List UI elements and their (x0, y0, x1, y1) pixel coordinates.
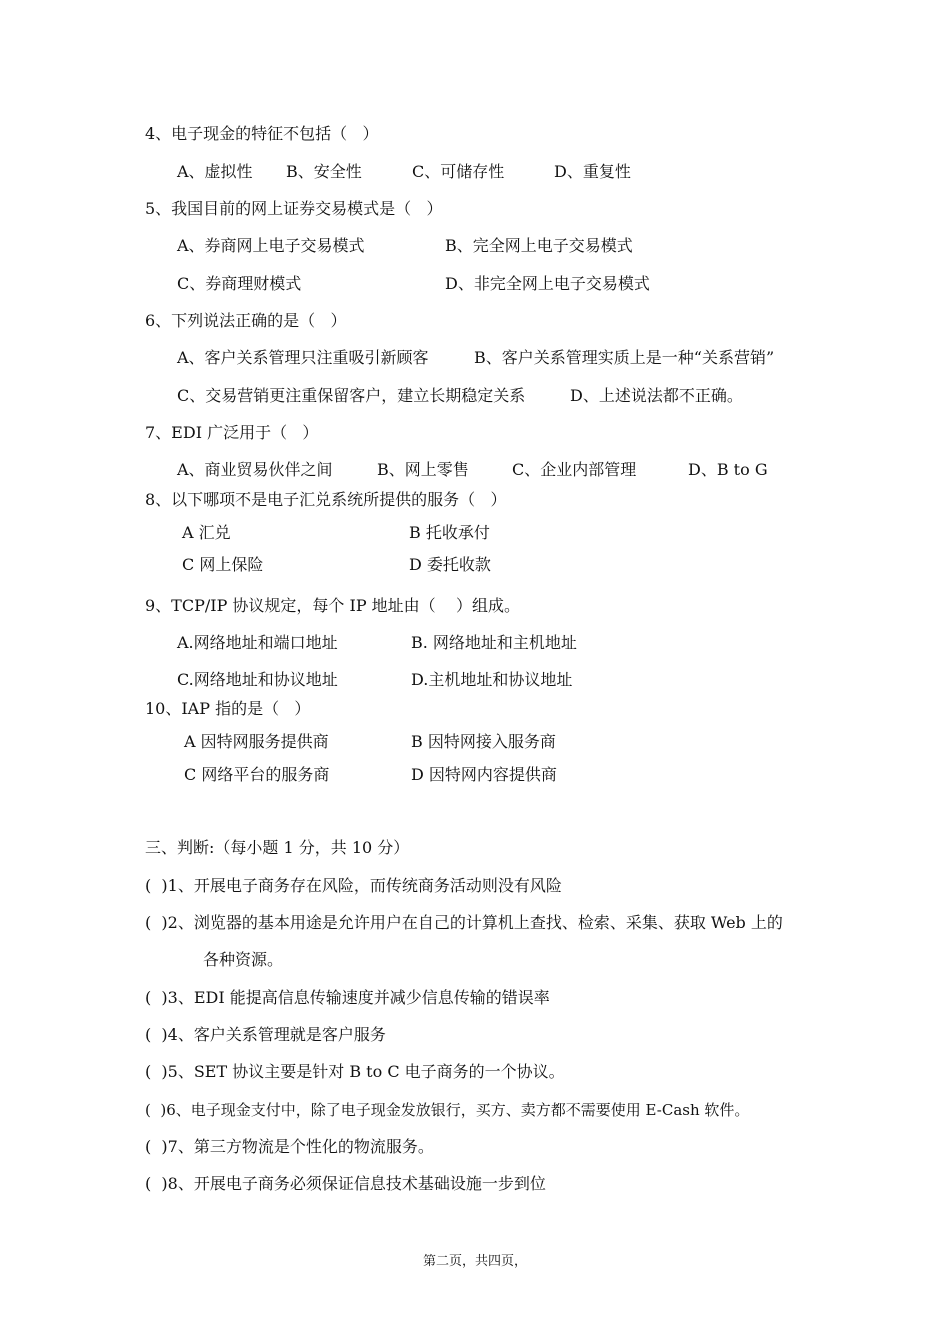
question-7-option-c: C、企业内部管理 (512, 460, 637, 479)
question-7-option-d: D、B to G (688, 460, 768, 479)
question-9-option-d: D.主机地址和协议地址 (411, 670, 573, 689)
question-9-option-b: B. 网络地址和主机地址 (411, 633, 577, 652)
question-10-option-c: C 网络平台的服务商 (184, 765, 330, 784)
question-8-option-b: B 托收承付 (409, 523, 490, 542)
question-4-stem: 4、电子现金的特征不包括（ ） (145, 124, 379, 143)
question-9-option-c: C.网络地址和协议地址 (177, 670, 338, 689)
question-7-option-a: A、商业贸易伙伴之间 (177, 460, 333, 479)
question-6-option-c: C、交易营销更注重保留客户，建立长期稳定关系 (177, 386, 526, 405)
question-5-stem: 5、我国目前的网上证券交易模式是（ ） (145, 199, 443, 218)
question-5-option-c: C、券商理财模式 (177, 274, 302, 293)
judgment-item-2: ( )2、浏览器的基本用途是允许用户在自己的计算机上查找、检索、采集、获取 Web 上的 (145, 913, 783, 932)
question-4-option-c: C、可储存性 (412, 162, 505, 181)
question-7-stem: 7、EDI 广泛用于（ ） (145, 423, 319, 442)
question-9-stem: 9、TCP/IP 协议规定，每个 IP 地址由（ ）组成。 (145, 596, 521, 615)
question-6-option-a: A、客户关系管理只注重吸引新顾客 (177, 348, 429, 367)
question-8-option-d: D 委托收款 (409, 555, 491, 574)
question-4-option-b: B、安全性 (286, 162, 362, 181)
question-6-option-d: D、上述说法都不正确。 (570, 386, 743, 405)
question-5-option-a: A、券商网上电子交易模式 (177, 236, 365, 255)
question-9-option-a: A.网络地址和端口地址 (177, 633, 338, 652)
judgment-item-1: ( )1、开展电子商务存在风险，而传统商务活动则没有风险 (145, 876, 562, 895)
question-10-option-b: B 因特网接入服务商 (411, 732, 556, 751)
question-8-option-c: C 网上保险 (182, 555, 264, 574)
judgment-item-8: ( )8、开展电子商务必须保证信息技术基础设施一步到位 (145, 1174, 546, 1193)
question-6-option-b: B、客户关系管理实质上是一种“关系营销” (474, 348, 775, 367)
question-5-option-d: D、非完全网上电子交易模式 (445, 274, 650, 293)
question-10-stem: 10、IAP 指的是（ ） (145, 699, 311, 718)
question-4-option-a: A、虚拟性 (177, 162, 253, 181)
question-4-option-d: D、重复性 (554, 162, 631, 181)
question-8-option-a: A 汇兑 (182, 523, 231, 542)
judgment-item-6: ( )6、电子现金支付中，除了电子现金发放银行，买方、卖方都不需要使用 E-Cash 软件。 (145, 1101, 750, 1119)
section-3-heading: 三、判断:（每小题 1 分，共 10 分） (145, 838, 410, 857)
question-10-option-d: D 因特网内容提供商 (411, 765, 557, 784)
judgment-item-4: ( )4、客户关系管理就是客户服务 (145, 1025, 386, 1044)
question-7-option-b: B、网上零售 (377, 460, 469, 479)
question-6-stem: 6、下列说法正确的是（ ） (145, 311, 347, 330)
judgment-item-5: ( )5、SET 协议主要是针对 B to C 电子商务的一个协议。 (145, 1062, 565, 1081)
judgment-item-3: ( )3、EDI 能提高信息传输速度并减少信息传输的错误率 (145, 988, 550, 1007)
page-footer: 第二页，共四页， (422, 1254, 527, 1269)
judgment-item-7: ( )7、第三方物流是个性化的物流服务。 (145, 1137, 434, 1156)
question-10-option-a: A 因特网服务提供商 (184, 732, 329, 751)
question-8-stem: 8、以下哪项不是电子汇兑系统所提供的服务（ ） (145, 490, 507, 509)
judgment-item-2-continuation: 各种资源。 (203, 950, 284, 969)
question-5-option-b: B、完全网上电子交易模式 (445, 236, 633, 255)
